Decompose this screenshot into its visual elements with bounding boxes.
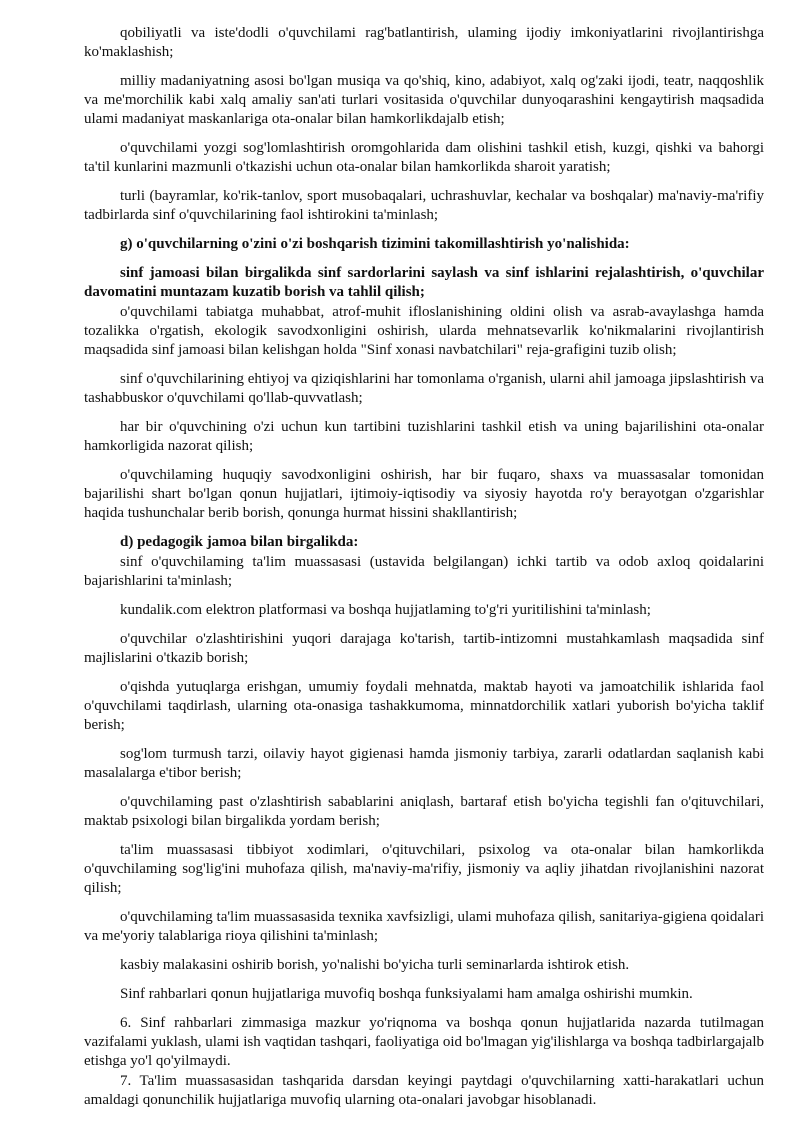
paragraph-21: Sinf rahbarlari qonun hujjatlariga muvofiq boshqa funksiyalami ham amalga oshirishi mumkin. xyxy=(120,986,693,1002)
paragraph-18: ta'lim muassasasi tibbiyot xodimlari, o'qituvchilari, psixolog va ota-onalar bilan hamkorlikda o'quvchilaming sog'lig'ini muhofaza qilish, ma'naviy-ma'rifiy, jismoniy va aqliy jihatdan rivojlanishini nazorat qilish; xyxy=(84,842,764,896)
paragraph-item-6: 6. Sinf rahbarlari zimmasiga mazkur yo'riqnoma va boshqa qonun hujjatlarida nazarda tutilmagan vazifalami yuklash, ulami ish vaqtidan tashqari, faoliyatiga oid bo'lmagan yig'ilishlarga va boshqa tadbirlargajalb etishga yo'l qo'yilmaydi. xyxy=(84,1015,764,1069)
paragraph-13: kundalik.com elektron platformasi va boshqa hujjatlaming to'g'ri yuritilishini ta'minlash; xyxy=(120,602,651,618)
paragraph-10: o'quvchilaming huquqiy savodxonligini oshirish, har bir fuqaro, shaxs va muassasalar tomonidan bajarilishi shart bo'lgan qonun hujjatlari, ijtimoiy-iqtisodiy va siyosiy hayotda ro'y berayotgan o'zgarishlar haqida tushunchalar berib borish, qonunga hurmat hissini shakllantirish; xyxy=(84,467,764,521)
paragraph-4: turli (bayramlar, ko'rik-tanlov, sport musobaqalari, uchrashuvlar, kechalar va boshqalar) ma'naviy-ma'rifiy tadbirlarda sinf o'quvchilarining faol ishtirokini ta'minlash; xyxy=(84,188,764,223)
paragraph-14: o'quvchilar o'zlashtirishini yuqori darajaga ko'tarish, tartib-intizomni mustahkamlash maqsadida sinf majlislarini o'tkazib borish; xyxy=(84,631,764,666)
paragraph-12: sinf o'quvchilaming ta'lim muassasasi (ustavida belgilangan) ichki tartib va odob axloq qoidalarini bajarishlarini ta'minlash; xyxy=(84,554,764,589)
section-heading-d: d) pedagogik jamoa bilan birgalikda: xyxy=(120,534,359,550)
paragraph-20: kasbiy malakasini oshirib borish, yo'nalishi bo'yicha turli seminarlarda ishtirok etish. xyxy=(120,957,630,973)
paragraph-16: sog'lom turmush tarzi, oilaviy hayot gigienasi hamda jismoniy tarbiya, zararli odatlardan saqlanish kabi masalalarga e'tibor berish; xyxy=(84,746,764,781)
paragraph-2: milliy madaniyatning asosi bo'lgan musiqa va qo'shiq, kino, adabiyot, xalq og'zaki ijodi, teatr, naqqoshlik va me'morchilik kabi xalq amaliy san'ati turlari vositasida o'quvchilar dunyoqarashini kengaytirish maqsadida ulami madaniyat maskanlariga ota-onalar bilan hamkorlikdajalb etish; xyxy=(84,73,764,127)
paragraph-9: har bir o'quvchining o'zi uchun kun tartibini tuzishlarini tashkil etish va uning bajarilishini ota-onalar hamkorligida nazorat qilish; xyxy=(84,419,764,454)
paragraph-15: o'qishda yutuqlarga erishgan, umumiy foydali mehnatda, maktab hayoti va jamoatchilik ishlarida faol o'quvchilami taqdirlash, ularning ota-onasiga tashakkumoma, minnatdorchilik xatlari yuborish bo'yicha taklif berish; xyxy=(84,679,764,733)
bold-paragraph-sardor: sinf jamoasi bilan birgalikda sinf sardorlarini saylash va sinf ishlarini rejalashtirish, o'quvchilar davomatini muntazam kuzatib borish va tahlil qilish; xyxy=(84,265,764,300)
paragraph-8: sinf o'quvchilarining ehtiyoj va qiziqishlarini har tomonlama o'rganish, ularni ahil jamoaga jipslashtirish va tashabbuskor o'quvchilami qo'llab-quvvatlash; xyxy=(84,371,764,406)
paragraph-7: o'quvchilami tabiatga muhabbat, atrof-muhit ifloslanishining oldini olish va asrab-avaylashga hamda tozalikka o'rgatish, ekologik savodxonligini oshirish, ularda mehnatsevarlik ko'nikmalarini rivojlantirish maqsadida sinf jamoasi bilan kelishgan holda "Sinf xonasi navbatchilari" reja-grafigini tuzib olish; xyxy=(84,304,764,358)
paragraph-item-7: 7. Ta'lim muassasasidan tashqarida darsdan keyingi paytdagi o'quvchilarning xatti-harakatlari uchun amaldagi qonunchilik hujjatlariga muvofiq ularning ota-onalari javobgar hisoblanadi. xyxy=(84,1073,764,1108)
paragraph-17: o'quvchilaming past o'zlashtirish sabablarini aniqlash, bartaraf etish bo'yicha tegishli fan o'qituvchilari, maktab psixologi bilan birgalikda yordam berish; xyxy=(84,794,764,829)
paragraph-3: o'quvchilami yozgi sog'lomlashtirish oromgohlarida dam olishini tashkil etish, kuzgi, qishki va bahorgi ta'til kunlarini mazmunli o'tkazishi uchun ota-onalar bilan hamkorlikda sharoit yaratish; xyxy=(84,140,764,175)
paragraph-19: o'quvchilaming ta'lim muassasasida texnika xavfsizligi, ulami muhofaza qilish, sanitariya-gigiena qoidalari va me'yoriy talablariga rioya qilishini ta'minlash; xyxy=(84,909,764,944)
section-heading-g: g) o'quvchilarning o'zini o'zi boshqarish tizimini takomillashtirish yo'nalishida: xyxy=(120,236,630,252)
paragraph-1: qobiliyatli va iste'dodli o'quvchilami rag'batlantirish, ulaming ijodiy imkoniyatlarini rivojlantirishga ko'maklashish; xyxy=(84,25,764,60)
